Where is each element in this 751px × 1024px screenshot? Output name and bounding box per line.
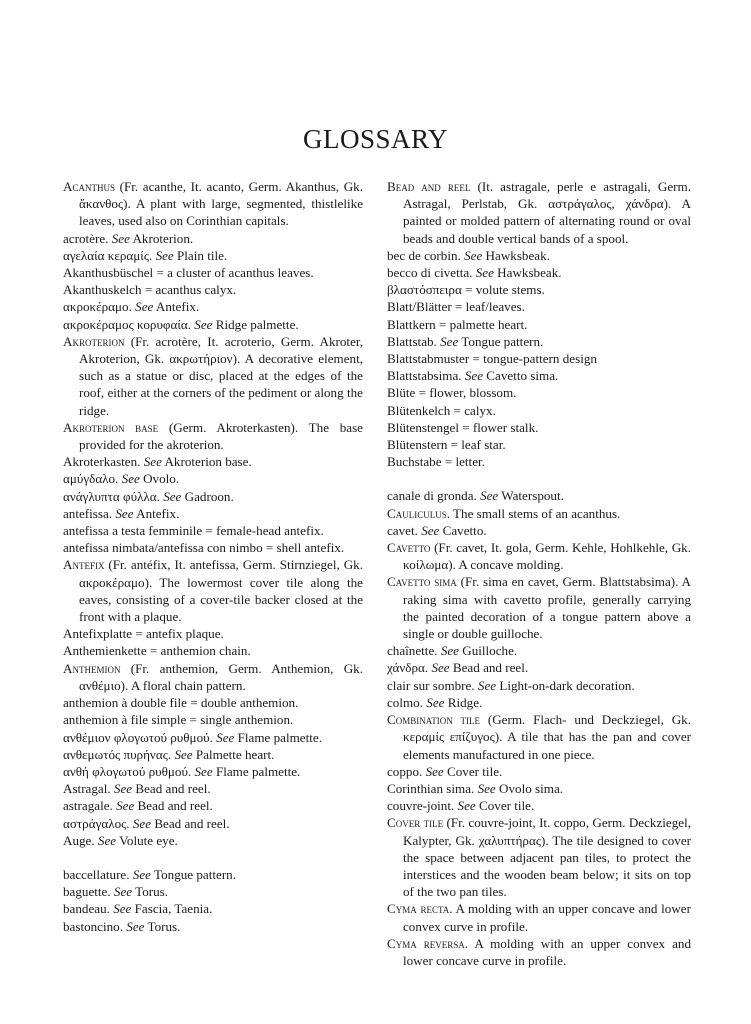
cross-reference: Antefix. (136, 505, 180, 521)
glossary-entry (63, 832, 363, 849)
see-label: See (97, 832, 117, 848)
glossary-entry (63, 866, 363, 883)
page-title: GLOSSARY (302, 124, 449, 154)
cross-reference: Palmette heart. (195, 746, 275, 762)
entry-text: anthemion à file simple = single anthemion. (63, 712, 294, 728)
entry-term: Cavetto sima (387, 574, 457, 590)
glossary-entry (387, 350, 691, 367)
see-label: See (113, 781, 133, 797)
glossary-entry (63, 281, 363, 298)
entry-definition: (Fr. acanthe, It. acanto, Germ. Akanthus, Gk. ἄκανθος). A plant with large, segmented, thistlelike leaves, used also on Corinthian capitals. (79, 179, 363, 229)
glossary-entry (387, 316, 691, 333)
glossary-entry (63, 815, 363, 832)
entry-headword: ανθέμιον φλογωτού ρυθμού. (63, 729, 213, 745)
cross-reference: Ridge. (447, 694, 483, 710)
glossary-entry (387, 178, 691, 247)
entry-definition: (Fr. anthemion, Germ. Anthemion, Gk. ανθέμιο). A floral chain pattern. (79, 660, 363, 693)
entry-term: Acanthus (63, 179, 115, 194)
entry-text: Akanthuskelch = acanthus calyx. (63, 282, 237, 298)
see-label: See (194, 763, 213, 779)
glossary-entry (63, 883, 363, 900)
glossary-entry (387, 436, 691, 453)
entry-headword: Blattstabsima. (387, 368, 462, 384)
glossary-entry (63, 780, 363, 797)
cross-reference: Fascia, Taenia. (134, 901, 213, 917)
glossary-entry (387, 522, 691, 539)
glossary-entry (63, 488, 363, 505)
entry-headword: ακροκέραμο. (63, 299, 132, 315)
entry-text: Blütenstern = leaf star. (387, 437, 506, 453)
glossary-entry (63, 711, 363, 728)
glossary-entry (387, 402, 691, 419)
cross-reference: Tongue pattern. (154, 866, 236, 882)
section-gap (63, 849, 363, 866)
entry-definition: (It. astragale, perle e astragali, Germ. Astragal, Perlstab, Gk. αστράγαλος, χάνδρα). A painted or molded pattern of alternating round or oval beads and double vertical bands of a spool. (403, 179, 691, 246)
cross-reference: Gadroon. (184, 488, 234, 504)
cross-reference: Bead and reel. (154, 815, 230, 831)
see-label: See (143, 454, 162, 470)
cross-reference: Torus. (135, 884, 169, 900)
see-label: See (475, 265, 494, 281)
entry-text: anthemion à double file = double anthemion. (63, 695, 299, 711)
glossary-entry (63, 556, 363, 625)
cross-reference: Cavetto. (442, 522, 487, 538)
glossary-column-left (63, 178, 363, 935)
glossary-entry (63, 264, 363, 281)
entry-headword: baccellature. (63, 866, 130, 882)
entry-term: Bead and reel (387, 179, 471, 194)
entry-text: Buchstabe = letter. (387, 454, 485, 470)
entry-term: Anthemion (63, 660, 121, 676)
glossary-entry (387, 711, 691, 763)
cross-reference: Akroterion base. (164, 454, 252, 470)
see-label: See (155, 247, 174, 263)
see-label: See (464, 247, 483, 263)
glossary-entry (387, 419, 691, 436)
glossary-entry (387, 453, 691, 470)
cross-reference: Light-on-dark decoration. (499, 677, 635, 693)
entry-headword: ανθή φλογωτού ρυθμού. (63, 763, 192, 779)
glossary-entry (63, 625, 363, 642)
entry-text: Akanthusbüschel = a cluster of acanthus leaves. (63, 265, 314, 281)
entry-text: Blattkern = palmette heart. (387, 316, 528, 332)
cross-reference: Flame palmette. (215, 763, 301, 779)
see-label: See (216, 729, 235, 745)
entry-text: antefissa nimbata/antefissa con nimbo = shell antefix. (63, 540, 345, 556)
glossary-entry (387, 505, 691, 522)
see-label: See (121, 471, 140, 487)
entry-definition: (Fr. sima en cavet, Germ. Blattstabsima). A raking sima with cavetto profile, generally carrying the painted decoration of a tongue pattern above a single or double guilloche. (403, 574, 691, 642)
see-label: See (126, 918, 145, 934)
see-label: See (431, 660, 450, 676)
cross-reference: Guilloche. (462, 643, 518, 659)
see-label: See (426, 694, 445, 710)
glossary-entry (63, 729, 363, 746)
glossary-entry (387, 333, 691, 350)
cross-reference: Hawksbeak. (485, 247, 550, 263)
entry-headword: coppo. (387, 763, 423, 779)
entry-headword: Astragal. (63, 781, 111, 797)
entry-term: Cyma reversa (387, 935, 465, 951)
entry-headword: becco di civetta. (387, 265, 473, 281)
cross-reference: Ridge palmette. (215, 316, 299, 332)
see-label: See (425, 763, 444, 779)
entry-headword: ανθεμωτός πυρήνας. (63, 746, 172, 762)
glossary-entry (387, 367, 691, 384)
glossary-entry (387, 763, 691, 780)
entry-definition: . A molding with an upper concave and lower convex curve in profile. (403, 901, 691, 934)
see-label: See (116, 798, 135, 814)
see-label: See (457, 798, 476, 814)
entry-definition: (Germ. Flach- und Deckziegel, Gk. κεραμίς επίζυγος). A tile that has the pan and cover elements manufactured in one piece. (403, 712, 691, 762)
cross-reference: Bead and reel. (135, 781, 211, 797)
entry-definition: (Fr. cavet, It. gola, Germ. Kehle, Hohlkehle, Gk. κοίλωμα). A concave molding. (403, 540, 691, 573)
entry-headword: chaînette. (387, 643, 438, 659)
entry-headword: Blattstab. (387, 333, 437, 349)
see-label: See (115, 505, 134, 521)
glossary-entry (387, 247, 691, 264)
cross-reference: Bead and reel. (137, 798, 213, 814)
entry-headword: canale di gronda. (387, 488, 477, 504)
glossary-entry (63, 470, 363, 487)
glossary-entry (387, 281, 691, 298)
see-label: See (477, 677, 497, 693)
entry-headword: colmo. (387, 694, 424, 710)
entry-term: Cavetto (387, 540, 431, 556)
glossary-entry (387, 694, 691, 711)
entry-text: βλαστόσπειρα = volute stems. (387, 282, 545, 298)
glossary-entry (63, 918, 363, 935)
entry-definition: (Germ. Akroterkasten). The base provided for the akroterion. (79, 419, 363, 453)
see-label: See (477, 780, 496, 796)
see-label: See (194, 316, 213, 332)
glossary-entry (63, 178, 363, 230)
entry-headword: bandeau. (63, 901, 110, 917)
see-label: See (174, 746, 193, 762)
entry-term: Akroterion base (63, 419, 159, 435)
see-label: See (464, 368, 484, 384)
glossary-entry (63, 694, 363, 711)
glossary-entry (387, 935, 691, 969)
glossary-entry (387, 539, 691, 573)
glossary-entry (63, 660, 363, 694)
entry-definition: (Fr. couvre-joint, It. coppo, Germ. Deckziegel, Kalypter, Gk. χαλυπτήρας). The tile designed to cover the space between adjacent pan tiles, to protect the interstices and the wooden beam below; it sits on top of the two pan tiles. (403, 815, 691, 900)
entry-headword: acrotère. (63, 230, 109, 246)
cross-reference: Ovolo sima. (499, 780, 564, 796)
glossary-entry (63, 333, 363, 419)
entry-headword: Akroterkasten. (63, 454, 141, 470)
entry-headword: baguette. (63, 884, 111, 900)
cross-reference: Volute eye. (119, 832, 178, 848)
entry-text: Blütenstengel = flower stalk. (387, 419, 539, 435)
entry-headword: Corinthian sima. (387, 780, 475, 796)
glossary-entry (387, 659, 691, 676)
entry-text: Antefixplatte = antefix plaque. (63, 626, 224, 642)
entry-term: Akroterion (63, 333, 125, 349)
glossary-entry (387, 487, 691, 504)
cross-reference: Ovolo. (143, 471, 180, 487)
entry-headword: ακροκέραμος κορυφαία. (63, 316, 192, 332)
entry-term: Antefix (63, 557, 105, 573)
cross-reference: Waterspout. (501, 488, 564, 504)
glossary-entry (387, 642, 691, 659)
entry-text: Blattstabmuster = tongue-pattern design (387, 351, 597, 367)
glossary-entry (63, 419, 363, 453)
entry-headword: ανάγλυπτα φύλλα. (63, 488, 160, 504)
glossary-entry (387, 384, 691, 401)
glossary-entry (387, 677, 691, 694)
entry-headword: antefissa. (63, 505, 113, 521)
glossary-entry (63, 453, 363, 470)
entry-text: Anthemienkette = anthemion chain. (63, 643, 251, 659)
cross-reference: Flame palmette. (237, 729, 322, 745)
glossary-entry (387, 900, 691, 934)
glossary-entry (387, 780, 691, 797)
cross-reference: Antefix. (155, 299, 200, 315)
see-label: See (111, 230, 130, 246)
see-label: See (113, 901, 132, 917)
section-gap (387, 470, 691, 487)
cross-reference: Tongue pattern. (461, 333, 544, 349)
glossary-entry (387, 797, 691, 814)
entry-text: Blütenkelch = calyx. (387, 402, 496, 418)
see-label: See (163, 488, 182, 504)
cross-reference: Cavetto sima. (486, 368, 559, 384)
entry-headword: couvre-joint. (387, 798, 455, 814)
entry-term: Cover tile (387, 815, 444, 831)
glossary-entry (63, 797, 363, 814)
see-label: See (135, 299, 154, 315)
entry-headword: bec de corbin. (387, 247, 461, 263)
cross-reference: Akroterion. (132, 230, 194, 246)
entry-definition: (Fr. acrotère, It. acroterio, Germ. Akroter, Akroterion, Gk. ακρωτήριον). A decorative element, such as a statue or disc, placed at the edges of the roof, either at the corners of the pediment or along the ridge. (79, 333, 363, 418)
entry-definition: . The small stems of an acanthus. (446, 505, 621, 521)
see-label: See (421, 522, 440, 538)
glossary-entry (63, 900, 363, 917)
entry-headword: cavet. (387, 522, 418, 538)
glossary-entry (63, 539, 363, 556)
cross-reference: Hawksbeak. (497, 265, 562, 281)
glossary-entry (63, 763, 363, 780)
glossary-entry (63, 316, 363, 333)
cross-reference: Bead and reel. (452, 660, 529, 676)
glossary-entry (387, 264, 691, 281)
entry-headword: bastoncino. (63, 918, 124, 934)
entry-text: Blatt/Blätter = leaf/leaves. (387, 299, 525, 315)
glossary-entry (63, 746, 363, 763)
entry-term: Cyma recta (387, 901, 450, 917)
entry-headword: astragale. (63, 798, 113, 814)
see-label: See (480, 488, 499, 504)
entry-headword: χάνδρα. (387, 660, 429, 676)
cross-reference: Plain tile. (177, 247, 228, 263)
glossary-entry (63, 522, 363, 539)
entry-headword: clair sur sombre. (387, 677, 475, 693)
entry-headword: Auge. (63, 832, 95, 848)
glossary-entry (63, 642, 363, 659)
cross-reference: Cover tile. (447, 763, 503, 779)
glossary-entry (63, 247, 363, 264)
cross-reference: Torus. (147, 918, 181, 934)
entry-headword: αμύγδαλο. (63, 471, 119, 487)
see-label: See (132, 815, 152, 831)
entry-term: Cauliculus (387, 505, 447, 521)
see-label: See (113, 884, 133, 900)
glossary-entry (387, 573, 691, 642)
glossary-entry (63, 230, 363, 247)
entry-headword: αγελαία κεραμίς. (63, 247, 153, 263)
glossary-entry (387, 814, 691, 900)
glossary-entry (63, 505, 363, 522)
glossary-entry (387, 298, 691, 315)
see-label: See (132, 866, 151, 882)
see-label: See (440, 333, 459, 349)
see-label: See (440, 643, 459, 659)
glossary-entry (63, 298, 363, 315)
cross-reference: Cover tile. (479, 798, 535, 814)
entry-definition: (Fr. antéfix, It. antefissa, Germ. Stirnziegel, Gk. ακροκέραμο). The lowermost cover tile along the eaves, consisting of a cover-tile backer closed at the front with a plaque. (79, 557, 363, 625)
entry-text: antefissa a testa femminile = female-head antefix. (63, 523, 324, 539)
entry-text: Blüte = flower, blossom. (387, 385, 517, 401)
glossary-column-right (387, 178, 691, 969)
entry-headword: αστράγαλος. (63, 815, 130, 831)
entry-definition: . A molding with an upper convex and lower concave curve in profile. (403, 935, 691, 968)
entry-term: Combination tile (387, 712, 481, 728)
